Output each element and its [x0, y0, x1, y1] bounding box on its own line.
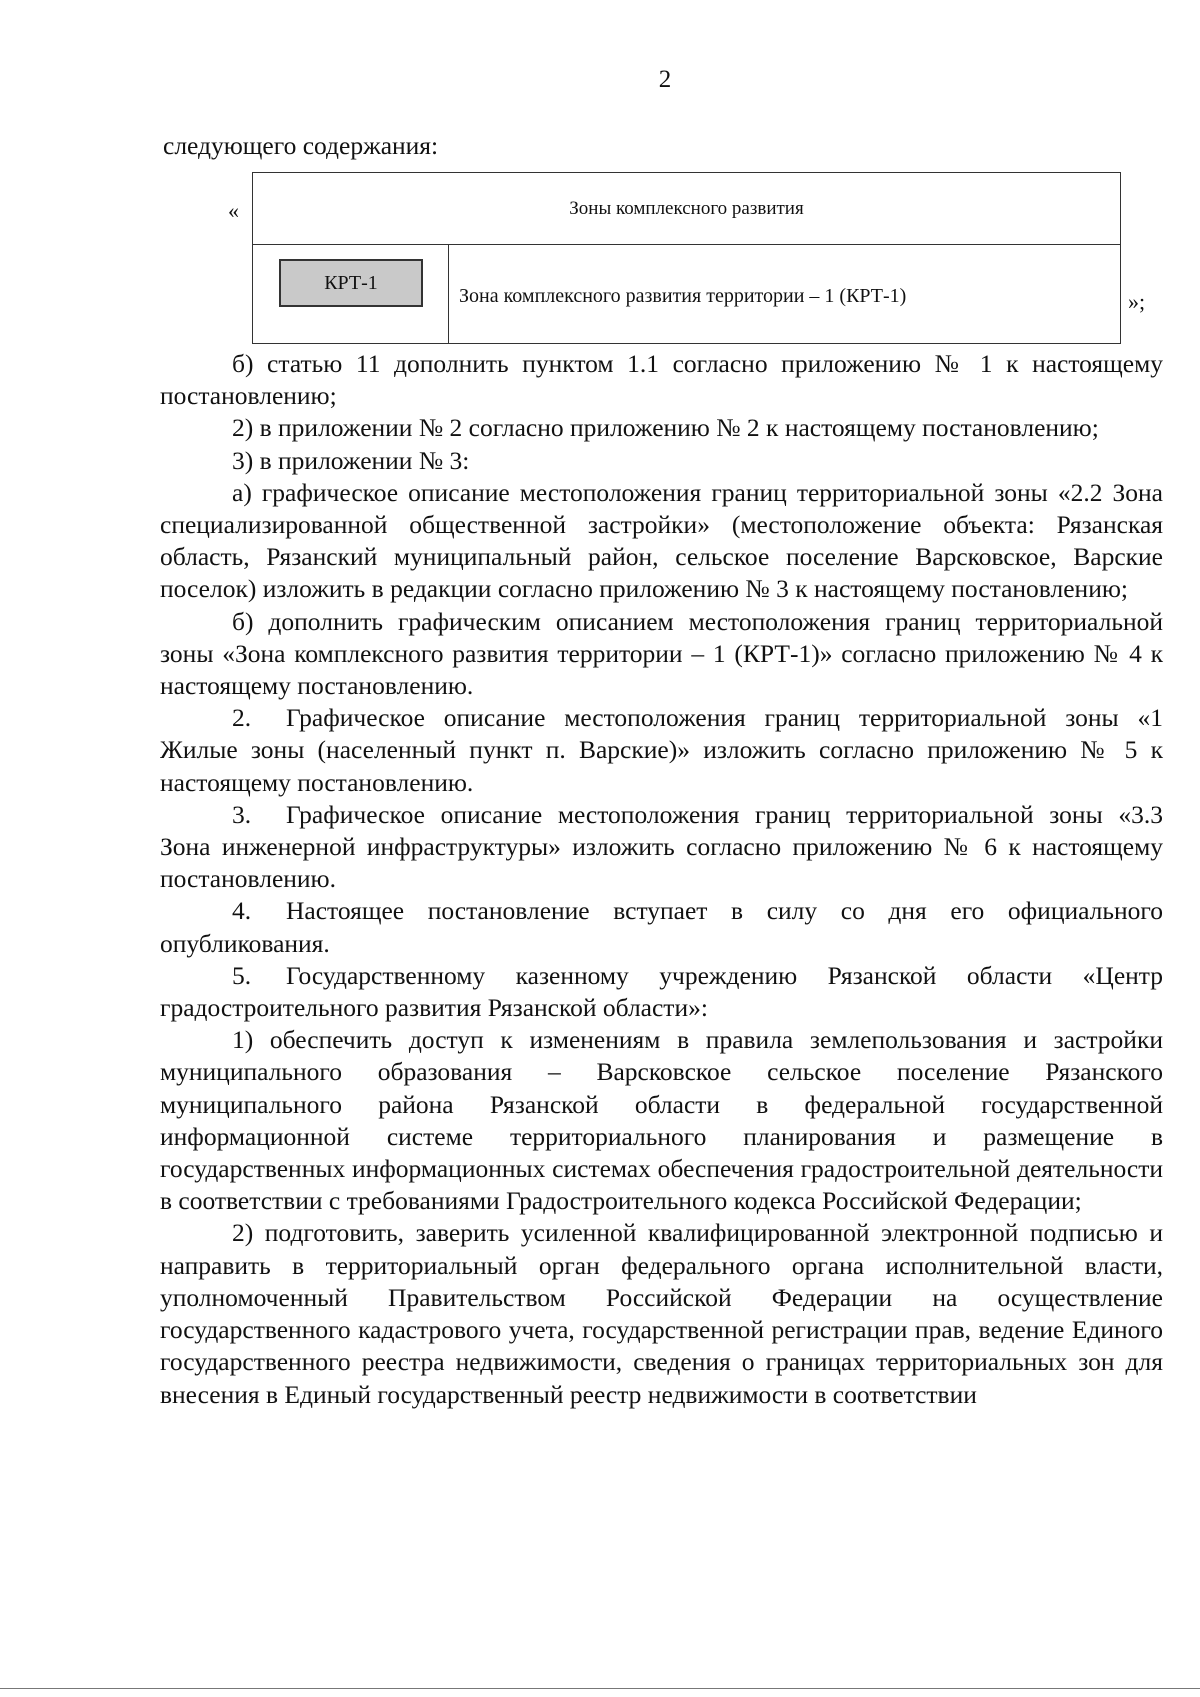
paragraph-text: 2) в приложении № 2 согласно приложению № 2 к настоящему постановлению;	[232, 413, 1099, 443]
zone-legend-swatch: КРТ-1	[279, 259, 423, 307]
paragraph	[160, 702, 1163, 799]
intro-line: следующего содержания:	[163, 131, 439, 160]
document-body	[160, 348, 1163, 1411]
paragraph	[160, 1024, 1163, 1217]
paragraph	[160, 895, 1163, 959]
zones-table-header: Зоны комплексного развития	[253, 173, 1120, 245]
paragraph-text: 1) обеспечить доступ к изменениям в правила землепользования и застройки муниципального образования – Варсковское сельское поселение Рязанского муниципального района Рязанской области в федеральной государственной информационной системе территориального планирования и размещение в государственных информационных системах обеспечения градостроительной деятельности в соответствии с требованиями Градостроительного кодекса Российской Федерации;	[160, 1025, 1163, 1216]
paragraph-number: 4.	[232, 896, 252, 926]
paragraph-number: 5.	[232, 960, 252, 990]
quote-open: «	[228, 198, 239, 223]
zone-description: Зона комплексного развития территории – 1 (КРТ-1)	[459, 285, 907, 307]
paragraph-text: 3) в приложении № 3:	[232, 445, 470, 475]
paragraph	[160, 1217, 1163, 1410]
page-number: 2	[658, 66, 672, 93]
quote-close: »;	[1128, 289, 1146, 314]
table-divider	[448, 244, 449, 343]
paragraph-text: Государственному казенному учреждению Рязанской области «Центр градостроительного развития Рязанской области»:	[160, 960, 1163, 1023]
paragraph	[160, 348, 1163, 412]
page-bottom-rule	[0, 1688, 1200, 1689]
paragraph-text: а) графическое описание местоположения границ территориальной зоны «2.2 Зона специализированной общественной застройки» (местоположение объекта: Рязанская область, Рязанский муниципальный район, сельское поселение Варсковское, Варские поселок) изложить в редакции согласно приложению № 3 к настоящему постановлению;	[160, 477, 1163, 604]
paragraph	[160, 412, 1163, 444]
paragraph	[160, 606, 1163, 703]
paragraph-number: 2.	[232, 703, 252, 733]
paragraph-text: Графическое описание местоположения границ территориальной зоны «3.3 Зона инженерной инфраструктуры» изложить согласно приложению № 6 к настоящему постановлению.	[160, 799, 1163, 894]
paragraph-text: 2) подготовить, заверить усиленной квалифицированной электронной подписью и направить в территориальный орган федерального органа исполнительной власти, уполномоченный Правительством Российской Федерации на осуществление государственного кадастрового учета, государственной регистрации прав, ведение Единого государственного реестра недвижимости, сведения о границах территориальных зон для внесения в Единый государственный реестр недвижимости в соответствии	[160, 1218, 1163, 1409]
paragraph-text: б) статью 11 дополнить пунктом 1.1 согласно приложению № 1 к настоящему постановлению;	[160, 349, 1163, 411]
zones-table	[252, 172, 1121, 344]
paragraph	[160, 960, 1163, 1024]
paragraph	[160, 445, 1163, 477]
paragraph	[160, 477, 1163, 606]
paragraph-text: б) дополнить графическим описанием местоположения границ территориальной зоны «Зона комплексного развития территории – 1 (КРТ-1)» согласно приложению № 4 к настоящему постановлению.	[160, 606, 1163, 701]
paragraph-text: Графическое описание местоположения границ территориальной зоны «1 Жилые зоны (населенный пункт п. Варские)» изложить согласно приложению № 5 к настоящему постановлению.	[160, 703, 1163, 797]
paragraph-text: Настоящее постановление вступает в силу со дня его официального опубликования.	[160, 896, 1163, 958]
paragraph	[160, 799, 1163, 896]
paragraph-number: 3.	[232, 799, 252, 829]
